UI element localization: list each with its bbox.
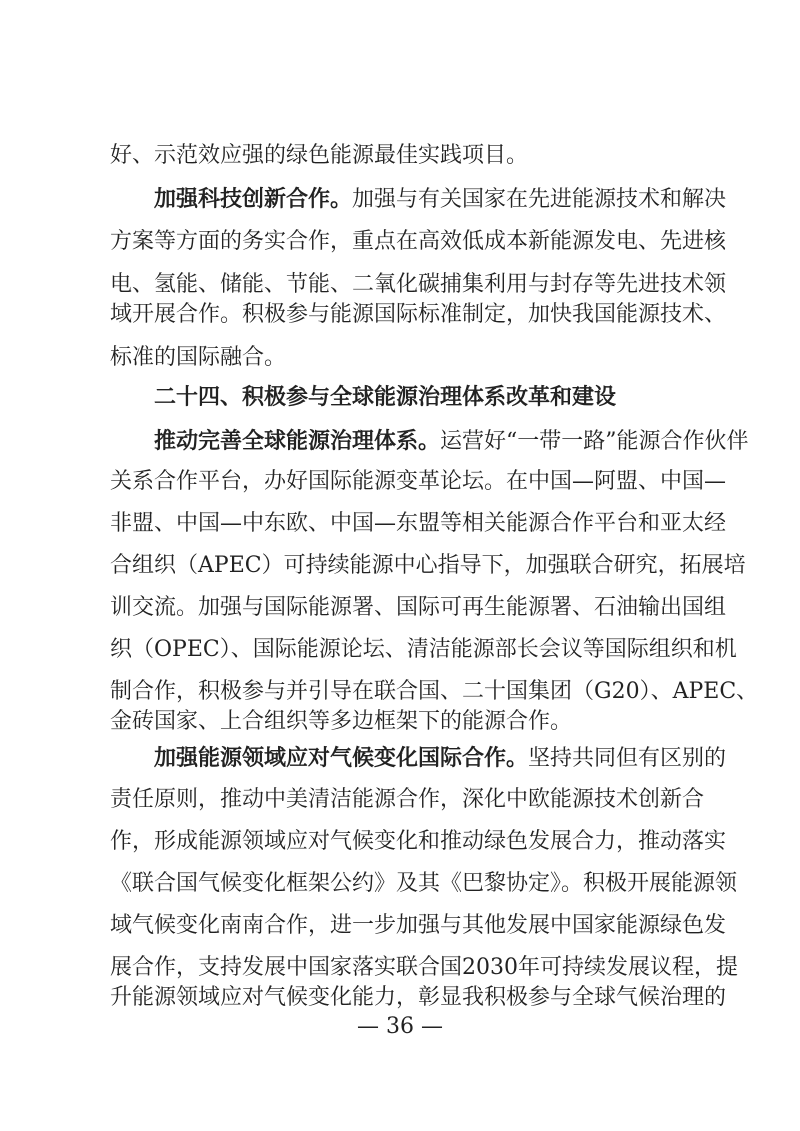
paragraph-lead-bold: 推动完善全球能源治理体系。 bbox=[154, 428, 441, 454]
line-text: 关系合作平台，办好国际能源变革论坛。在中国—阿盟、中国— bbox=[110, 469, 727, 494]
line-text: 金砖国家、上合组织等多边框架下的能源合作。 bbox=[110, 709, 573, 734]
paragraph-line bbox=[110, 906, 727, 946]
line-text: 《联合国气候变化框架公约》及其《巴黎协定》。积极开展能源领 bbox=[110, 871, 738, 896]
line-text: 织（OPEC）、国际能源论坛、清洁能源部长会议等国际组织和机 bbox=[110, 637, 737, 662]
paragraph-line bbox=[154, 738, 727, 778]
section-heading bbox=[154, 378, 690, 418]
line-text: 合组织（APEC）可持续能源中心指导下，加强联合研究，拓展培 bbox=[110, 553, 746, 578]
paragraph-lead-bold: 加强能源领域应对气候变化国际合作。 bbox=[154, 745, 529, 771]
line-text: 方案等方面的务实合作，重点在高效低成本新能源发电、先进核 bbox=[110, 229, 727, 254]
paragraph-lead-bold: 加强科技创新合作。 bbox=[154, 186, 353, 212]
line-text: 责任原则，推动中美清洁能源合作，深化中欧能源技术创新合 bbox=[110, 787, 705, 812]
line-text: 运营好“一带一路”能源合作伙伴 bbox=[440, 429, 749, 454]
line-text: 展合作，支持发展中国家落实联合国2030年可持续发展议程，提 bbox=[110, 955, 738, 980]
paragraph-line bbox=[154, 421, 749, 461]
paragraph-line bbox=[110, 504, 727, 544]
paragraph-line bbox=[110, 630, 737, 670]
line-text: 域开展合作。积极参与能源国际标准制定，加快我国能源技术、 bbox=[110, 302, 727, 327]
line-text: 好、示范效应强的绿色能源最佳实践项目。 bbox=[110, 143, 529, 168]
line-text: 升能源领域应对气候变化能力，彰显我积极参与全球气候治理的 bbox=[110, 985, 727, 1010]
paragraph-line bbox=[154, 179, 727, 219]
paragraph-line bbox=[110, 702, 690, 742]
line-text: 非盟、中国—中东欧、中国—东盟等相关能源合作平台和亚太经 bbox=[110, 511, 727, 536]
line-text: 坚持共同但有区别的 bbox=[528, 746, 727, 771]
line-text: 电、氢能、储能、节能、二氧化碳捕集利用与封存等先进技术领 bbox=[110, 272, 727, 297]
paragraph-line bbox=[110, 338, 690, 378]
line-text: 制合作，积极参与并引导在联合国、二十国集团（G20）、APEC、 bbox=[110, 679, 759, 704]
line-text: 加强与有关国家在先进能源技术和解决 bbox=[352, 187, 727, 212]
line-text: 标准的国际融合。 bbox=[110, 345, 287, 370]
paragraph-line bbox=[110, 822, 727, 862]
paragraph-line bbox=[110, 588, 727, 628]
line-text: 训交流。加强与国际能源署、国际可再生能源署、石油输出国组 bbox=[110, 595, 727, 620]
paragraph-line bbox=[110, 780, 705, 820]
paragraph-line bbox=[110, 295, 727, 335]
paragraph-line bbox=[110, 222, 727, 262]
paragraph-line bbox=[110, 864, 738, 904]
line-text: 域气候变化南南合作，进一步加强与其他发展中国家能源绿色发 bbox=[110, 913, 727, 938]
paragraph-line bbox=[110, 136, 690, 176]
paragraph-line bbox=[110, 546, 746, 586]
line-text: 作，形成能源领域应对气候变化和推动绿色发展合力，推动落实 bbox=[110, 829, 727, 854]
paragraph-line bbox=[110, 462, 727, 502]
page-number: — 36 — bbox=[357, 1014, 443, 1039]
section-heading-text: 二十四、积极参与全球能源治理体系改革和建设 bbox=[154, 385, 617, 410]
